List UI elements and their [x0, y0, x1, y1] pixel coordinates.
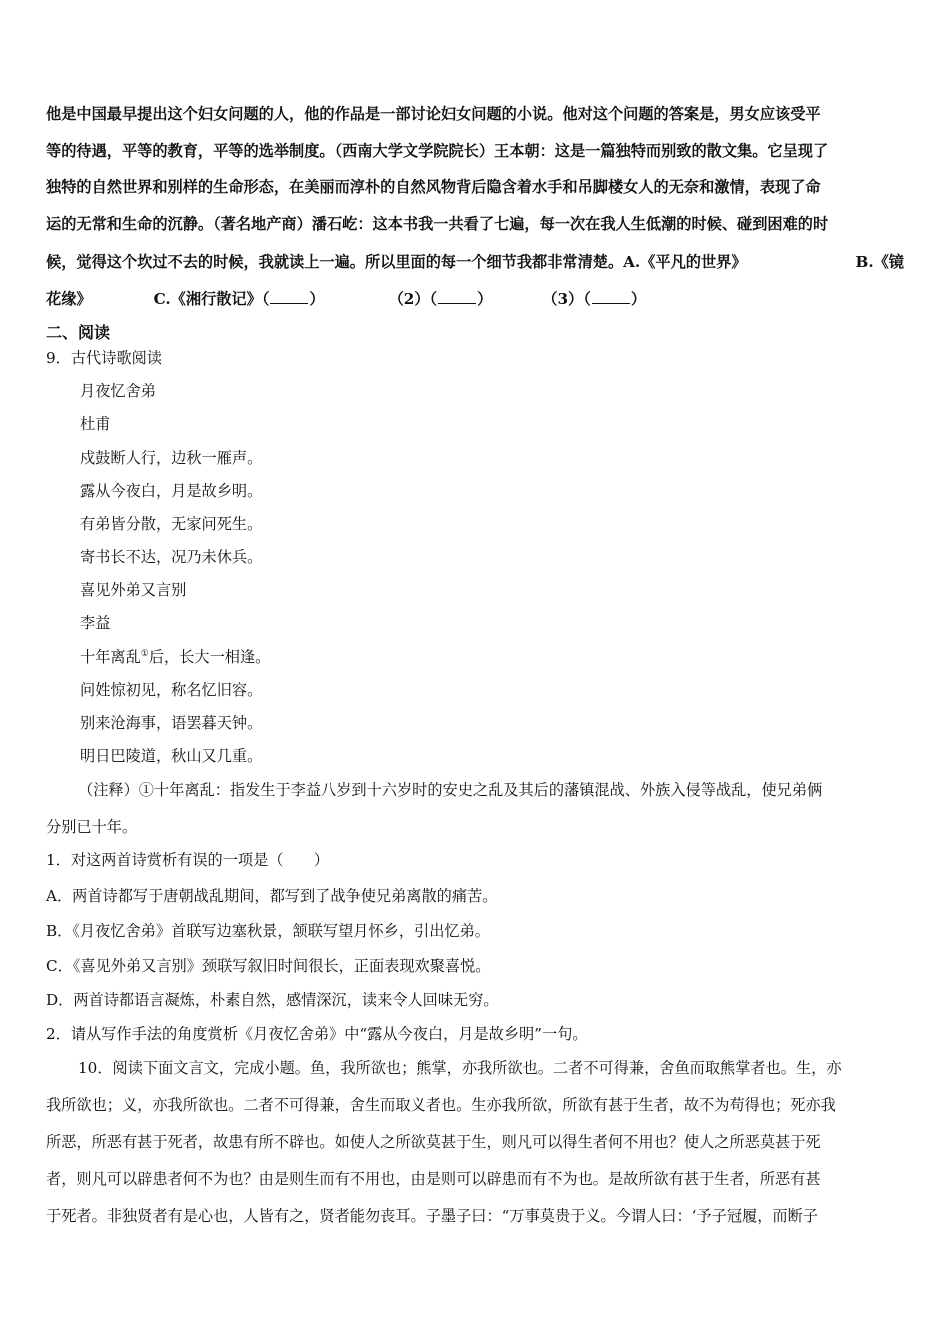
intro-line-2: 等的待遇，平等的教育，平等的选举制度。（西南大学文学院院长）王本朝：这是一篇独特而别致的散文集。它呈现了	[46, 142, 829, 160]
q9-title: 9．古代诗歌阅读	[46, 349, 162, 367]
q10-line-3: 所恶，所恶有甚于死者，故患有所不辟也。如使人之所欲莫甚于生，则凡可以得生者何不用也？使人之所恶莫甚于死	[46, 1133, 821, 1151]
option-c: C.《湘行散记》（	[153, 290, 270, 308]
poem1-line-1: 戍鼓断人行，边秋一雁声。	[80, 449, 263, 467]
intro-line-4: 运的无常和生命的沉静。（著名地产商）潘石屹：这本书我一共看了七遍，每一次在我人生低潮的时候、碰到困难的时	[46, 215, 829, 233]
answer-label-3: （3）（	[542, 290, 591, 308]
intro-line-3: 独特的自然世界和别样的生命形态，在美丽而淳朴的自然风物背后隐含着水手和吊脚楼女人的无奈和激情，表现了命	[46, 178, 821, 196]
answer-label-2: （2）（	[388, 290, 438, 308]
q10-line-2: 我所欲也；义，亦我所欲也。二者不可得兼，舍生而取义者也。生亦我所欲，所欲有甚于生者，故不为苟得也；死亦我	[46, 1096, 836, 1114]
option-c-close: ）	[309, 290, 325, 308]
option-c: C．《喜见外弟又言别》颈联写叙旧时间很长，正面表现欢聚喜悦。	[46, 957, 491, 975]
answer-blank-2[interactable]	[438, 289, 476, 304]
answer-3-close: ）	[630, 290, 647, 308]
poem2-line-1	[80, 647, 270, 667]
poem1-line-3: 有弟皆分散，无家问死生。	[80, 515, 263, 533]
poem2-title: 喜见外弟又言别	[80, 581, 187, 599]
note-line-1: （注释）①十年离乱：指发生于李益八岁到十六岁时的安史之乱及其后的藩镇混战、外族入侵等战乱，使兄弟俩	[78, 781, 823, 799]
q9-sub2: 2．请从写作手法的角度赏析《月夜忆舍弟》中“露从今夜白，月是故乡明”一句。	[46, 1025, 588, 1043]
section-heading: 二、阅读	[46, 323, 111, 342]
poem2-line-4: 明日巴陵道，秋山又几重。	[80, 747, 263, 765]
q10-line-5: 于死者。非独贤者有是心也，人皆有之，贤者能勿丧耳。子墨子曰：“万事莫贵于义。今谓人曰：‘予子冠履，而断子	[46, 1207, 818, 1225]
intro-line-5-text: 候，觉得这个坎过不去的时候，我就读上一遍。所以里面的每一个细节我都非常清楚。A.《平凡的世界》	[46, 253, 747, 271]
intro-line-1: 他是中国最早提出这个妇女问题的人，他的作品是一部讨论妇女问题的小说。他对这个问题的答案是，男女应该受平	[46, 105, 821, 123]
answer-blank-3[interactable]	[592, 289, 630, 304]
poem2-line-1-a: 十年离乱	[80, 648, 141, 666]
poem2-line-3: 别来沧海事，语罢暮天钟。	[80, 714, 263, 732]
poem1-line-4: 寄书长不达，况乃未休兵。	[80, 548, 263, 566]
q9-sub1: 1．对这两首诗赏析有误的一项是（ ）	[46, 851, 330, 869]
intro-line-5	[46, 252, 904, 272]
poem1-title: 月夜忆舍弟	[80, 382, 156, 400]
poem2-author: 李益	[80, 614, 111, 632]
answer-blank-1[interactable]	[270, 289, 308, 304]
option-b-end: 花缘》	[46, 290, 92, 308]
intro-line-6	[46, 289, 646, 309]
poem2-line-2: 问姓惊初见，称名忆旧容。	[80, 681, 263, 699]
poem1-line-2: 露从今夜白，月是故乡明。	[80, 482, 263, 500]
option-b: B．《月夜忆舍弟》首联写边塞秋景，颔联写望月怀乡，引出忆弟。	[46, 922, 490, 940]
option-b-start: B.《镜	[855, 253, 904, 271]
poem2-line-1-b: 后，长大一相逢。	[148, 648, 271, 666]
answer-2-close: ）	[477, 290, 493, 308]
q10-line-1: 10．阅读下面文言文，完成小题。鱼，我所欲也；熊掌，亦我所欲也。二者不可得兼，舍鱼而取熊掌者也。生，亦	[78, 1059, 842, 1077]
footnote-marker: ①	[140, 648, 149, 659]
note-line-2: 分别已十年。	[46, 818, 138, 836]
poem1-author: 杜甫	[80, 415, 111, 433]
option-a: A．两首诗都写于唐朝战乱期间，都写到了战争使兄弟离散的痛苦。	[46, 887, 498, 905]
option-d: D．两首诗都语言凝炼，朴素自然，感情深沉，读来令人回味无穷。	[46, 991, 499, 1009]
q10-line-4: 者，则凡可以辟患者何不为也？由是则生而有不用也，由是则可以辟患而有不为也。是故所欲有甚于生者，所恶有甚	[46, 1170, 821, 1188]
